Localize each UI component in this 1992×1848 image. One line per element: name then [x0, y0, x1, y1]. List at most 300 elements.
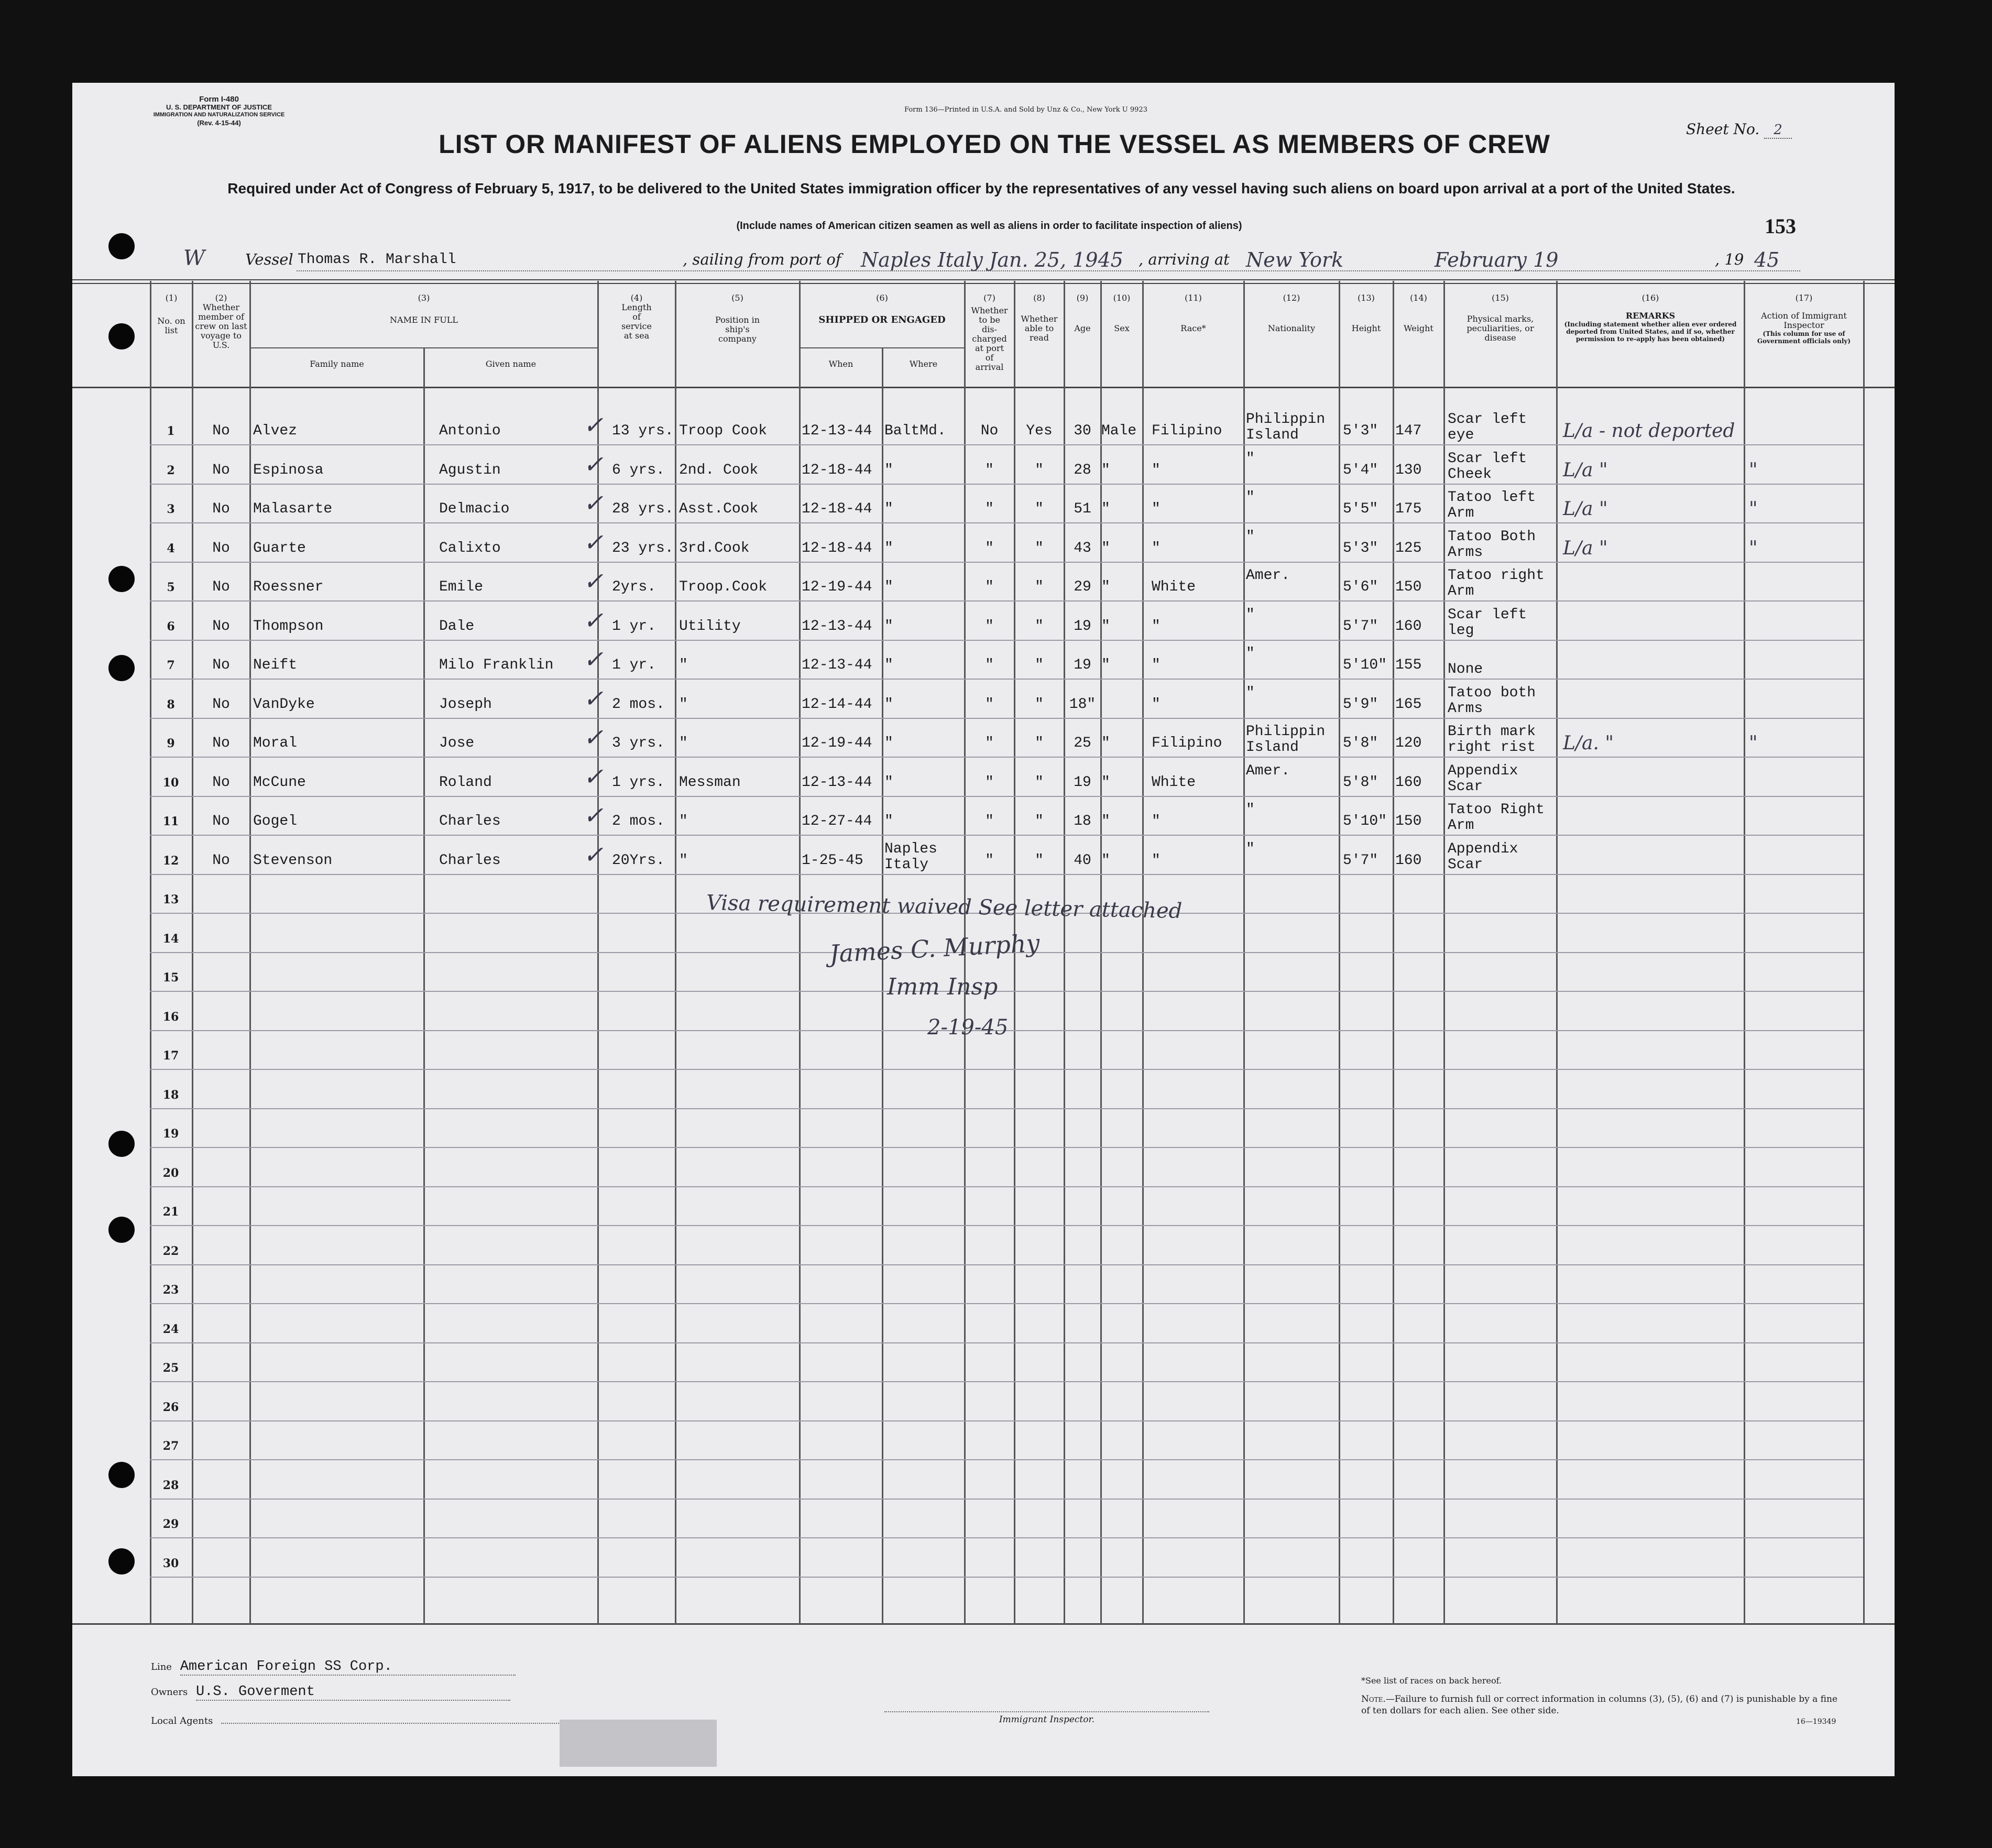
col2-number: (2): [215, 293, 227, 303]
check-mark-icon: ✓: [583, 801, 604, 829]
row-rule: [150, 1303, 1863, 1304]
cell-read: ": [1035, 813, 1044, 829]
col6-label: SHIPPED OR ENGAGED: [818, 314, 946, 325]
cell-given: Charles: [439, 813, 501, 829]
row-rule: [150, 1420, 1863, 1421]
cell-service: 2yrs.: [612, 579, 656, 595]
cell-marks: Tatoo both: [1448, 684, 1536, 701]
cell-discharged: ": [985, 774, 994, 791]
cell-marks2: Arm: [1448, 505, 1474, 521]
row-rule: [150, 484, 1863, 485]
inspection-date: 2-19-45: [927, 1015, 1009, 1040]
cell-read: Yes: [1026, 423, 1053, 439]
inspector-line: Immigrant Inspector.: [884, 1711, 1209, 1725]
cell-position: Troop.Cook: [679, 579, 768, 595]
row-number: 15: [162, 971, 179, 985]
col15-header: [1444, 293, 1556, 343]
cell-nationality: ": [1246, 684, 1255, 701]
cell-height: 5'7": [1343, 852, 1378, 869]
vessel-label: Vessel: [245, 250, 293, 268]
row-rule: [150, 1108, 1863, 1109]
row-number: 25: [162, 1361, 179, 1375]
row-rule: [150, 1147, 1863, 1148]
col11-label: Race*: [1180, 323, 1206, 333]
cell-height: 5'4": [1343, 462, 1378, 478]
cell-race: White: [1152, 579, 1196, 595]
cell-discharged: ": [985, 813, 994, 829]
cell-sex: ": [1101, 657, 1110, 673]
cell-when: 1-25-45: [802, 852, 863, 869]
agents-label: Local Agents: [151, 1715, 213, 1726]
cell-remarks: L/a ": [1563, 498, 1608, 520]
cell-height: 5'9": [1343, 696, 1378, 713]
cell-when: 12-13-44: [802, 618, 872, 635]
cell-position: ": [679, 657, 688, 673]
row-number: 24: [162, 1322, 179, 1336]
row-number: 30: [162, 1556, 179, 1570]
cell-race: ": [1152, 462, 1161, 478]
cell-nationality2: Island: [1246, 427, 1299, 443]
cell-when: 12-13-44: [802, 774, 872, 791]
cell-weight: 150: [1395, 813, 1422, 829]
cell-service: 1 yr.: [612, 618, 656, 635]
col2-header: [193, 293, 249, 350]
col14-label: Weight: [1404, 323, 1433, 333]
cell-race: ": [1152, 696, 1161, 713]
manifest-page: [72, 83, 1895, 1776]
cell-no: 6: [167, 619, 175, 633]
cell-weight: 130: [1395, 462, 1422, 478]
form-number: Form I-480: [199, 95, 239, 104]
cell-remarks: L/a ": [1563, 537, 1608, 559]
cell-family: VanDyke: [253, 696, 315, 713]
cell-voyage: No: [212, 618, 230, 635]
cell-where: ": [884, 462, 893, 478]
line-field: [151, 1659, 516, 1676]
col6-number: (6): [876, 293, 888, 303]
cell-remarks: L/a ": [1563, 459, 1608, 481]
cell-when: 12-18-44: [802, 462, 872, 478]
col9-header: [1065, 293, 1100, 333]
cell-when: 12-14-44: [802, 696, 872, 713]
shipped-subrule: [799, 347, 964, 348]
cell-marks2: eye: [1448, 427, 1474, 443]
cell-no: 10: [162, 775, 179, 790]
cell-given: Dale: [439, 618, 475, 635]
col5-label: Position in ship's company: [715, 315, 760, 344]
col-rule: [1863, 281, 1865, 1624]
cell-position: 2nd. Cook: [679, 462, 759, 478]
col8-header: [1015, 293, 1064, 343]
col6b-header: Where: [909, 359, 938, 369]
cell-given: Jose: [439, 735, 475, 751]
cell-age: 18": [1069, 696, 1096, 713]
form-id-block: [151, 95, 287, 127]
col9-number: (9): [1076, 293, 1089, 303]
cell-sex: ": [1101, 462, 1110, 478]
cell-service: 3 yrs.: [612, 735, 665, 751]
cell-service: 23 yrs.: [612, 540, 674, 556]
col17-header: [1745, 293, 1863, 345]
cell-height: 5'5": [1343, 501, 1378, 517]
cell-action: ": [1749, 459, 1758, 481]
cell-when: 12-19-44: [802, 579, 872, 595]
agents-field: [151, 1712, 609, 1726]
cell-position: ": [679, 735, 688, 751]
row-rule: [150, 1499, 1863, 1500]
row-number: 18: [162, 1088, 179, 1102]
cell-marks2: Scar: [1448, 778, 1483, 795]
cell-no: 9: [167, 737, 175, 750]
check-mark-icon: ✓: [583, 489, 604, 517]
col8-number: (8): [1033, 293, 1045, 303]
cell-when: 12-19-44: [802, 735, 872, 751]
col17-label: Action of Immigrant Inspector: [1761, 311, 1847, 330]
cell-voyage: No: [212, 540, 230, 556]
row-number: 22: [162, 1244, 179, 1258]
inspector-signature: James C. Murphy: [828, 928, 1041, 968]
cell-read: ": [1035, 735, 1044, 751]
row-rule: [150, 718, 1863, 719]
col-rule: [882, 347, 883, 1624]
row-number: 14: [162, 932, 179, 946]
cell-where2: Italy: [884, 856, 929, 873]
cell-where: ": [884, 813, 893, 829]
cell-height: 5'3": [1343, 423, 1378, 439]
cell-discharged: ": [985, 501, 994, 517]
cell-discharged: ": [985, 696, 994, 713]
row-rule: [150, 1225, 1863, 1226]
punch-hole: [108, 1462, 135, 1488]
printer-line: Form 136—Printed in U.S.A. and Sold by Unz & Co., New York U 9923: [904, 106, 1147, 114]
cell-marks: Appendix: [1448, 840, 1518, 857]
cell-remarks: L/a - not deported: [1563, 420, 1735, 442]
col16-note: (Including statement whether alien ever ordered deported from United States, and if so, whether permission to re-apply has been obtained): [1564, 321, 1737, 343]
cell-race: ": [1152, 852, 1161, 869]
cell-where: ": [884, 657, 893, 673]
check-mark-icon: ✓: [583, 684, 604, 713]
col8-label: Whether able to read: [1021, 314, 1058, 343]
cell-weight: 160: [1395, 618, 1422, 635]
col15-number: (15): [1492, 293, 1509, 303]
cell-read: ": [1035, 462, 1044, 478]
cell-height: 5'7": [1343, 618, 1378, 635]
cell-sex: ": [1101, 618, 1110, 635]
col12-label: Nationality: [1267, 323, 1316, 333]
cell-race: Filipino: [1152, 735, 1222, 751]
col4-header: [598, 293, 675, 341]
cell-sex: ": [1101, 501, 1110, 517]
agents-blank: [221, 1712, 609, 1724]
cell-when: 12-18-44: [802, 501, 872, 517]
cell-height: 5'8": [1343, 774, 1378, 791]
cell-discharged: ": [985, 618, 994, 635]
cell-nationality: Amer.: [1246, 762, 1290, 779]
cell-age: 19: [1074, 657, 1091, 673]
cell-marks: Tatoo right: [1448, 567, 1545, 584]
cell-family: Malasarte: [253, 501, 333, 517]
cell-sex: ": [1101, 579, 1110, 595]
punch-hole: [108, 1217, 135, 1243]
cell-no: 5: [167, 581, 175, 594]
row-rule: [150, 522, 1863, 523]
col14-header: [1394, 293, 1443, 333]
row-number: 23: [162, 1283, 179, 1297]
col10-label: Sex: [1114, 323, 1130, 333]
cell-service: 20Yrs.: [612, 852, 665, 869]
cell-position: ": [679, 696, 688, 713]
arrival-date: February 19: [1435, 248, 1559, 271]
cell-no: 4: [167, 541, 175, 555]
cell-age: 25: [1074, 735, 1091, 751]
year-value: 45: [1754, 248, 1780, 271]
cell-when: 12-13-44: [802, 423, 872, 439]
cell-marks2: right rist: [1448, 739, 1536, 756]
row-rule: [150, 1381, 1863, 1382]
visa-note: Visa requirement waived See letter attached: [706, 891, 1183, 923]
col9-label: Age: [1074, 323, 1091, 333]
row-rule: [150, 444, 1863, 445]
check-mark-icon: ✓: [583, 606, 604, 635]
col10-number: (10): [1113, 293, 1131, 303]
col10-header: [1101, 293, 1142, 333]
col3a-header: Family name: [310, 359, 364, 369]
department: U. S. DEPARTMENT OF JUSTICE: [166, 103, 272, 111]
cell-discharged: ": [985, 462, 994, 478]
col6-header: [800, 293, 964, 325]
cell-read: ": [1035, 696, 1044, 713]
sailing-label: , sailing from port of: [683, 250, 841, 268]
cell-family: Roessner: [253, 579, 324, 595]
row-rule: [150, 1342, 1863, 1343]
cell-no: 3: [167, 502, 175, 516]
col15-label: Physical marks, peculiarities, or disease: [1466, 314, 1534, 343]
cell-given: Delmacio: [439, 501, 510, 517]
cell-age: 28: [1074, 462, 1091, 478]
col6a-header: When: [828, 359, 853, 369]
col5-header: [676, 293, 799, 344]
row-rule: [150, 835, 1863, 836]
cell-family: Moral: [253, 735, 298, 751]
col16-header: [1557, 293, 1744, 343]
cell-family: Stevenson: [253, 852, 333, 869]
cell-nationality: Philippin: [1246, 411, 1326, 428]
cell-where: ": [884, 501, 893, 517]
arriving-label: , arriving at: [1139, 250, 1230, 268]
cell-voyage: No: [212, 735, 230, 751]
row-rule: [150, 796, 1863, 797]
cell-where: ": [884, 579, 893, 595]
cell-weight: 150: [1395, 579, 1422, 595]
cell-given: Agustin: [439, 462, 501, 478]
cell-age: 29: [1074, 579, 1091, 595]
cell-marks: Scar left: [1448, 606, 1527, 623]
cell-no: 1: [167, 424, 175, 438]
row-number: 21: [162, 1205, 179, 1219]
cell-read: ": [1035, 618, 1044, 635]
col13-label: Height: [1351, 323, 1381, 333]
cell-read: ": [1035, 579, 1044, 595]
cell-where: ": [884, 618, 893, 635]
cell-height: 5'10": [1343, 813, 1387, 829]
cell-nationality: ": [1246, 646, 1255, 662]
row-rule: [150, 1577, 1863, 1578]
cell-no: 11: [162, 815, 179, 828]
include-note: (Include names of American citizen seamen as well as aliens in order to facilitate inspection of aliens): [736, 220, 1242, 232]
col1-label: No. on list: [157, 316, 185, 335]
cell-voyage: No: [212, 774, 230, 791]
cell-nationality: ": [1246, 606, 1255, 623]
cell-discharged: ": [985, 735, 994, 751]
cell-weight: 160: [1395, 774, 1422, 791]
cell-marks2: None: [1448, 661, 1483, 677]
cell-nationality: ": [1246, 528, 1255, 545]
stamp-number: 153: [1765, 214, 1796, 238]
cell-sex: ": [1101, 735, 1110, 751]
cell-no: 2: [167, 463, 175, 477]
check-mark-icon: ✓: [583, 450, 604, 478]
revision: (Rev. 4-15-44): [197, 119, 241, 127]
cell-read: ": [1035, 852, 1044, 869]
cell-family: Espinosa: [253, 462, 324, 478]
cell-marks2: Arms: [1448, 544, 1483, 561]
col14-number: (14): [1410, 293, 1427, 303]
row-rule: [150, 640, 1863, 641]
owners-label: Owners: [151, 1687, 188, 1698]
cell-age: 51: [1074, 501, 1091, 517]
punch-hole: [108, 655, 135, 681]
cell-voyage: No: [212, 657, 230, 673]
col12-number: (12): [1283, 293, 1300, 303]
cell-remarks: L/a. ": [1563, 732, 1614, 754]
cell-position: Utility: [679, 618, 741, 635]
vessel-underline: [297, 270, 1800, 271]
cell-service: 2 mos.: [612, 813, 665, 829]
cell-weight: 165: [1395, 696, 1422, 713]
check-mark-icon: ✓: [583, 528, 604, 556]
cell-voyage: No: [212, 852, 230, 869]
col17-note: (This column for use of Government officials only): [1757, 330, 1851, 345]
check-mark-icon: ✓: [583, 411, 604, 439]
row-number: 26: [162, 1400, 179, 1414]
cell-position: 3rd.Cook: [679, 540, 750, 556]
cell-race: Filipino: [1152, 423, 1222, 439]
sheet-number: 2: [1764, 122, 1792, 139]
row-number: 16: [162, 1010, 179, 1024]
sheet-label: Sheet No.: [1686, 121, 1760, 138]
col16-number: (16): [1641, 293, 1659, 303]
header-bottom-rule: [72, 387, 1895, 388]
cell-nationality: ": [1246, 489, 1255, 506]
cell-weight: 147: [1395, 423, 1422, 439]
cell-given: Emile: [439, 579, 484, 595]
cell-race: ": [1152, 501, 1161, 517]
col7-label: Whether to be dis-charged at port of arrival: [971, 305, 1008, 372]
cell-discharged: ": [985, 657, 994, 673]
row-number: 20: [162, 1166, 179, 1180]
row-number: 27: [162, 1439, 179, 1453]
cell-sex: ": [1101, 852, 1110, 869]
cell-given: Roland: [439, 774, 492, 791]
page-title: LIST OR MANIFEST OF ALIENS EMPLOYED ON THE VESSEL AS MEMBERS OF CREW: [439, 129, 1550, 159]
col13-header: [1340, 293, 1393, 333]
cell-weight: 175: [1395, 501, 1422, 517]
cell-race: ": [1152, 657, 1161, 673]
cell-when: 12-18-44: [802, 540, 872, 556]
col4-label: Length of service at sea: [621, 302, 652, 341]
cell-marks2: Arm: [1448, 583, 1474, 599]
cell-age: 30: [1074, 423, 1091, 439]
col3b-header: Given name: [485, 359, 537, 369]
cell-voyage: No: [212, 579, 230, 595]
cell-weight: 160: [1395, 852, 1422, 869]
row-rule: [150, 1069, 1863, 1070]
cell-service: 2 mos.: [612, 696, 665, 713]
table-bottom-rule: [72, 1623, 1895, 1625]
row-number: 29: [162, 1517, 179, 1531]
cell-marks2: Cheek: [1448, 466, 1492, 483]
vessel-name: Thomas R. Marshall: [298, 251, 456, 268]
cell-read: ": [1035, 774, 1044, 791]
col5-number: (5): [731, 293, 743, 303]
cell-service: 1 yr.: [612, 657, 656, 673]
cell-given: Joseph: [439, 696, 492, 713]
corner-mark: W: [183, 246, 205, 270]
cell-marks: Tatoo Right: [1448, 802, 1545, 818]
cell-where: ": [884, 774, 893, 791]
cell-marks: Tatoo Both: [1448, 528, 1536, 545]
cell-discharged: ": [985, 579, 994, 595]
cell-position: ": [679, 852, 688, 869]
races-note: *See list of races on back hereof.: [1361, 1676, 1502, 1686]
cell-family: Thompson: [253, 618, 324, 635]
col2-label: Whether member of crew on last voyage to U.S.: [195, 302, 247, 350]
cell-marks: Appendix: [1448, 762, 1518, 779]
cell-race: ": [1152, 813, 1161, 829]
cell-marks: Scar left: [1448, 411, 1527, 428]
check-mark-icon: ✓: [583, 567, 604, 595]
page-subtitle: Required under Act of Congress of February 5, 1917, to be delivered to the United States immigration officer by the representatives of any vessel having such aliens on board upon arrival at a port of the United States.: [227, 180, 1735, 196]
cell-voyage: No: [212, 501, 230, 517]
table-top-rule: [72, 279, 1895, 280]
cell-weight: 120: [1395, 735, 1422, 751]
col-rule: [423, 347, 425, 1624]
cell-race: White: [1152, 774, 1196, 791]
cell-action: ": [1749, 732, 1758, 754]
cell-voyage: No: [212, 813, 230, 829]
row-number: 13: [162, 893, 179, 906]
cell-given: Milo Franklin: [439, 657, 554, 673]
row-rule: [150, 1186, 1863, 1187]
cell-read: ": [1035, 657, 1044, 673]
check-mark-icon: ✓: [583, 762, 604, 791]
punch-hole: [108, 323, 135, 349]
cell-position: ": [679, 813, 688, 829]
cell-nationality: ": [1246, 450, 1255, 467]
table-top-rule-2: [72, 283, 1895, 284]
col11-header: [1143, 293, 1243, 333]
cell-voyage: No: [212, 696, 230, 713]
penalty-note: [1361, 1693, 1848, 1716]
cell-no: 7: [167, 659, 175, 672]
cell-discharged: ": [985, 852, 994, 869]
cell-nationality2: Island: [1246, 739, 1299, 756]
cell-service: 28 yrs.: [612, 501, 674, 517]
cell-sex: ": [1101, 813, 1110, 829]
row-number: 19: [162, 1127, 179, 1141]
col17-number: (17): [1795, 293, 1813, 303]
cell-family: Gogel: [253, 813, 298, 829]
